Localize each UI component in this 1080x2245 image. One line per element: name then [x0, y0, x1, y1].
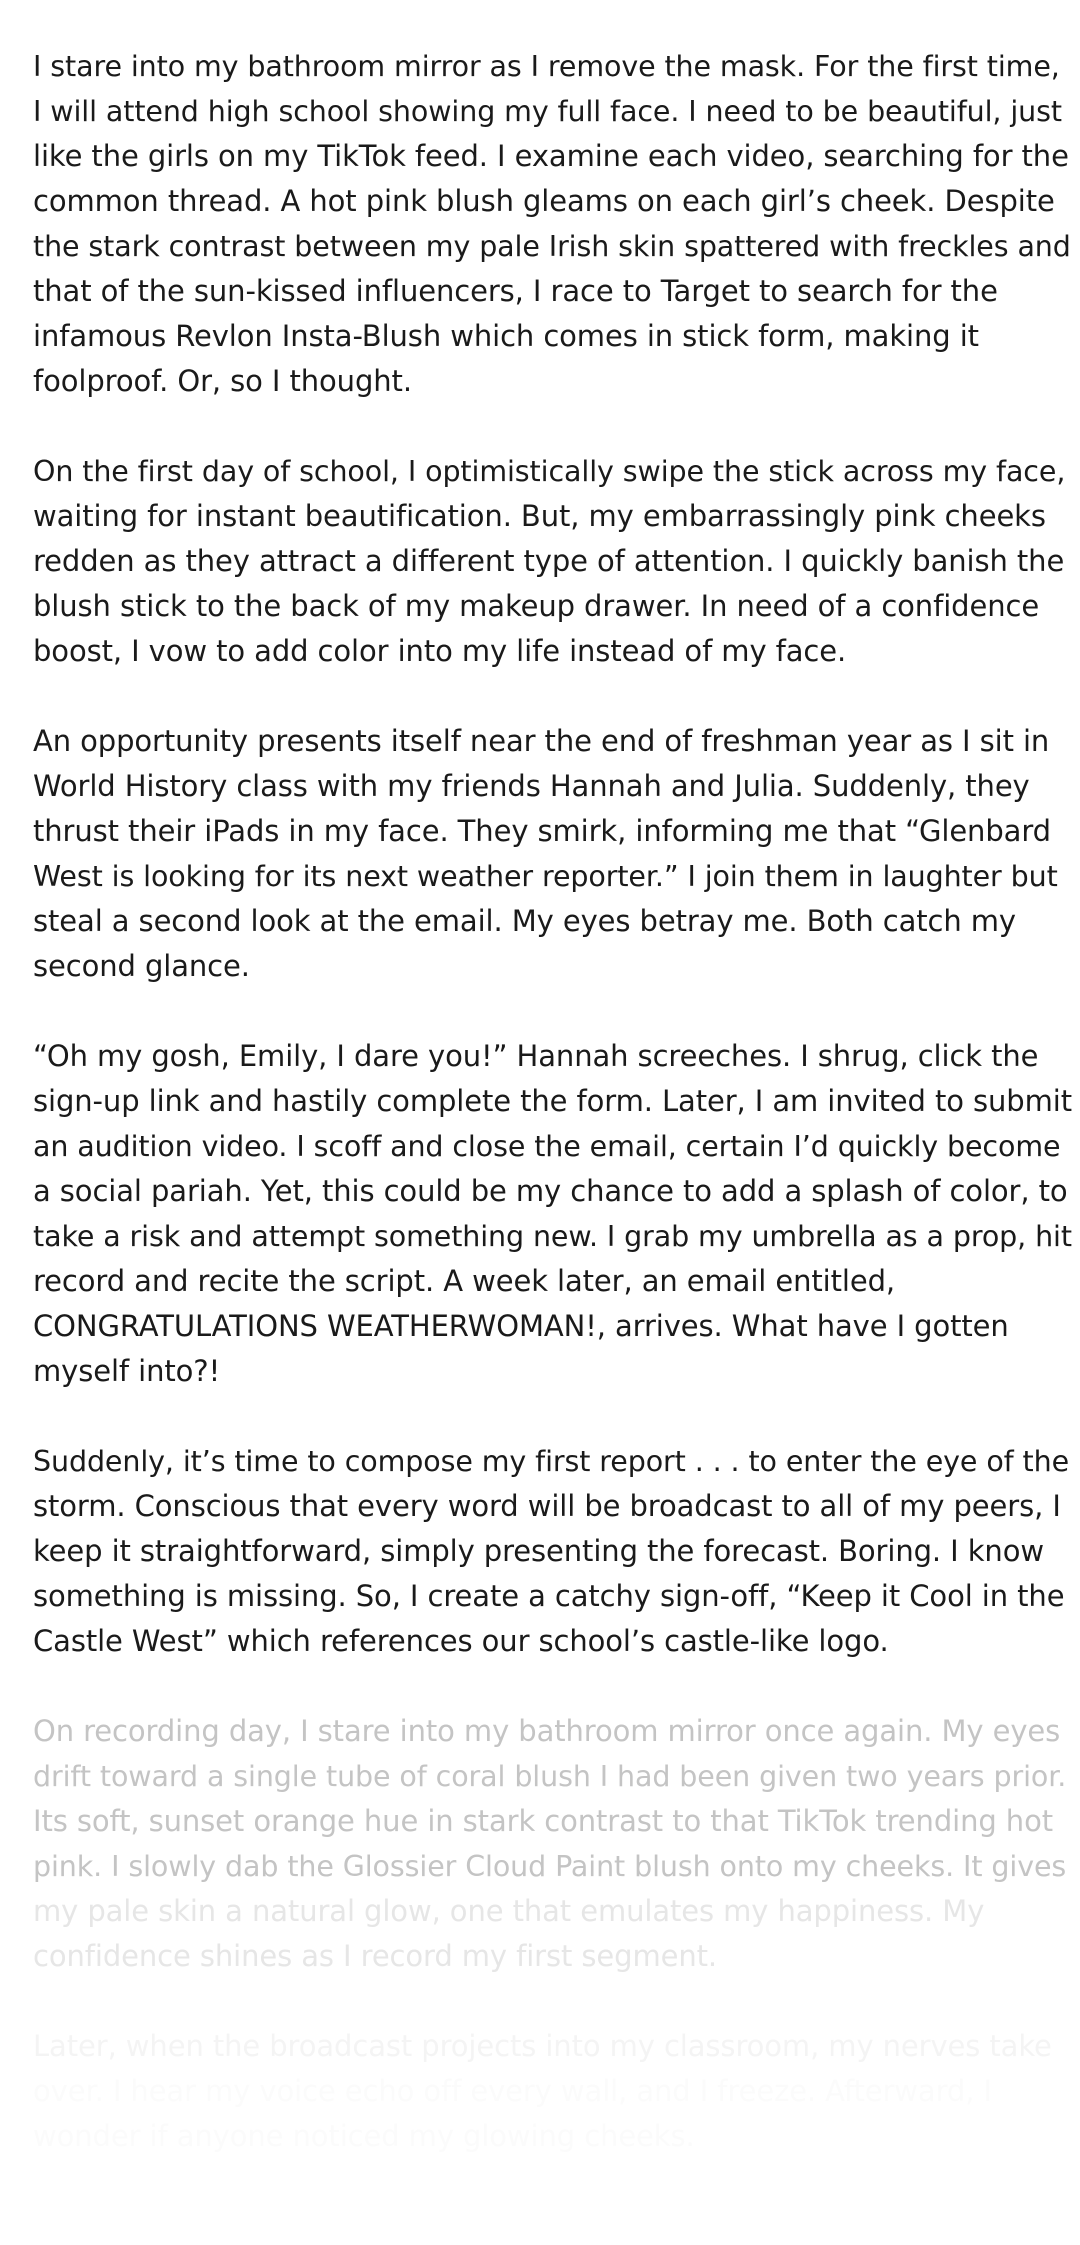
essay-line: On recording day, I stare into my bathroom mirror once again. My eyes — [33, 1714, 1061, 1748]
essay-line: drift toward a single tube of coral blush I had been given two years prior. — [33, 1760, 1067, 1793]
essay-paragraph-4 — [33, 1034, 1073, 1394]
essay-line: An opportunity presents itself near the end of freshman year as I sit in — [33, 724, 1050, 758]
essay-line: myself into?! — [33, 1354, 221, 1388]
essay-line: take a risk and attempt something new. I grab my umbrella as a prop, hit — [33, 1220, 1072, 1253]
essay-line: steal a second look at the email. My eyes betray me. Both catch my — [33, 904, 1016, 938]
essay-line: infamous Revlon Insta-Blush which comes in stick form, making it — [33, 319, 979, 353]
essay-line: that of the sun-kissed influencers, I race to Target to search for the — [33, 274, 998, 308]
essay-paragraph-5 — [33, 1439, 1073, 1664]
essay-line: an audition video. I scoff and close the email, certain I’d quickly become — [33, 1130, 1061, 1163]
essay-line: a social pariah. Yet, this could be my chance to add a splash of color, to — [33, 1174, 1068, 1208]
essay-line: redden as they attract a different type of attention. I quickly banish the — [33, 544, 1065, 578]
essay-line: foolproof. Or, so I thought. — [33, 364, 412, 398]
essay-line: keep it straightforward, simply presenting the forecast. Boring. I know — [33, 1534, 1044, 1568]
essay-line: On the first day of school, I optimistically swipe the stick across my face, — [33, 455, 1066, 488]
essay-line: waiting for instant beautification. But, my embarrassingly pink cheeks — [33, 499, 1046, 533]
essay-line: Its soft, sunset orange hue in stark contrast to that TikTok trending hot — [33, 1804, 1053, 1838]
essay-line: my pale skin a natural glow, one that emulates my happiness. My — [33, 1894, 985, 1928]
essay-line: I stare into my bathroom mirror as I remove the mask. For the first time, — [33, 50, 1060, 83]
essay-paragraph-1 — [33, 44, 1073, 404]
essay-line: blush stick to the back of my makeup drawer. In need of a confidence — [33, 589, 1040, 623]
essay-line: common thread. A hot pink blush gleams on each girl’s cheek. Despite — [33, 184, 1055, 218]
essay-line: sign-up link and hastily complete the form. Later, I am invited to submit — [33, 1084, 1072, 1118]
essay-line: second glance. — [33, 949, 250, 983]
essay-paragraph-2 — [33, 449, 1073, 674]
essay-line: I will attend high school showing my full face. I need to be beautiful, just — [33, 95, 1062, 128]
essay-line: something is missing. So, I create a catchy sign-off, “Keep it Cool in the — [33, 1579, 1065, 1613]
essay-line: confidence shines as I record my first segment. — [33, 1939, 718, 1973]
essay-line: boost, I vow to add color into my life instead of my face. — [33, 634, 847, 668]
essay-paragraph-6-faded — [33, 1709, 1073, 1979]
essay-line: “Oh my gosh, Emily, I dare you!” Hannah screeches. I shrug, click the — [33, 1039, 1039, 1073]
essay-line: Later, when the broadcast projects into my classroom, my nerves take — [33, 2029, 1052, 2063]
essay-line: West is looking for its next weather reporter.” I join them in laughter but — [33, 860, 1058, 893]
essay-line: Suddenly, it’s time to compose my first report . . . to enter the eye of the — [33, 1445, 1070, 1478]
essay-line: CONGRATULATIONS WEATHERWOMAN!, arrives. What have I gotten — [33, 1309, 1009, 1343]
essay-line: World History class with my friends Hannah and Julia. Suddenly, they — [33, 769, 1030, 803]
essay-line: Castle West” which references our school’s castle-like logo. — [33, 1624, 889, 1658]
essay-line: the stark contrast between my pale Irish skin spattered with freckles and — [33, 230, 1071, 263]
essay-line: storm. Conscious that every word will be broadcast to all of my peers, I — [33, 1489, 1061, 1523]
essay-line: thrust their iPads in my face. They smirk, informing me that “Glenbard — [33, 814, 1051, 848]
essay-line: record and recite the script. A week later, an email entitled, — [33, 1264, 896, 1298]
essay-paragraph-7-faded — [33, 2024, 1073, 2159]
essay-line: over. I hear my voice echo off every wall, and I freeze. Afterward, I — [33, 2074, 992, 2108]
essay-paragraph-3 — [33, 719, 1073, 989]
essay-body — [33, 44, 1073, 2204]
essay-line: wonder if anyone noticed my glowing cheeks. — [33, 2119, 695, 2153]
essay-line: like the girls on my TikTok feed. I examine each video, searching for the — [33, 139, 1069, 173]
essay-line: pink. I slowly dab the Glossier Cloud Paint blush onto my cheeks. It gives — [33, 1850, 1067, 1883]
